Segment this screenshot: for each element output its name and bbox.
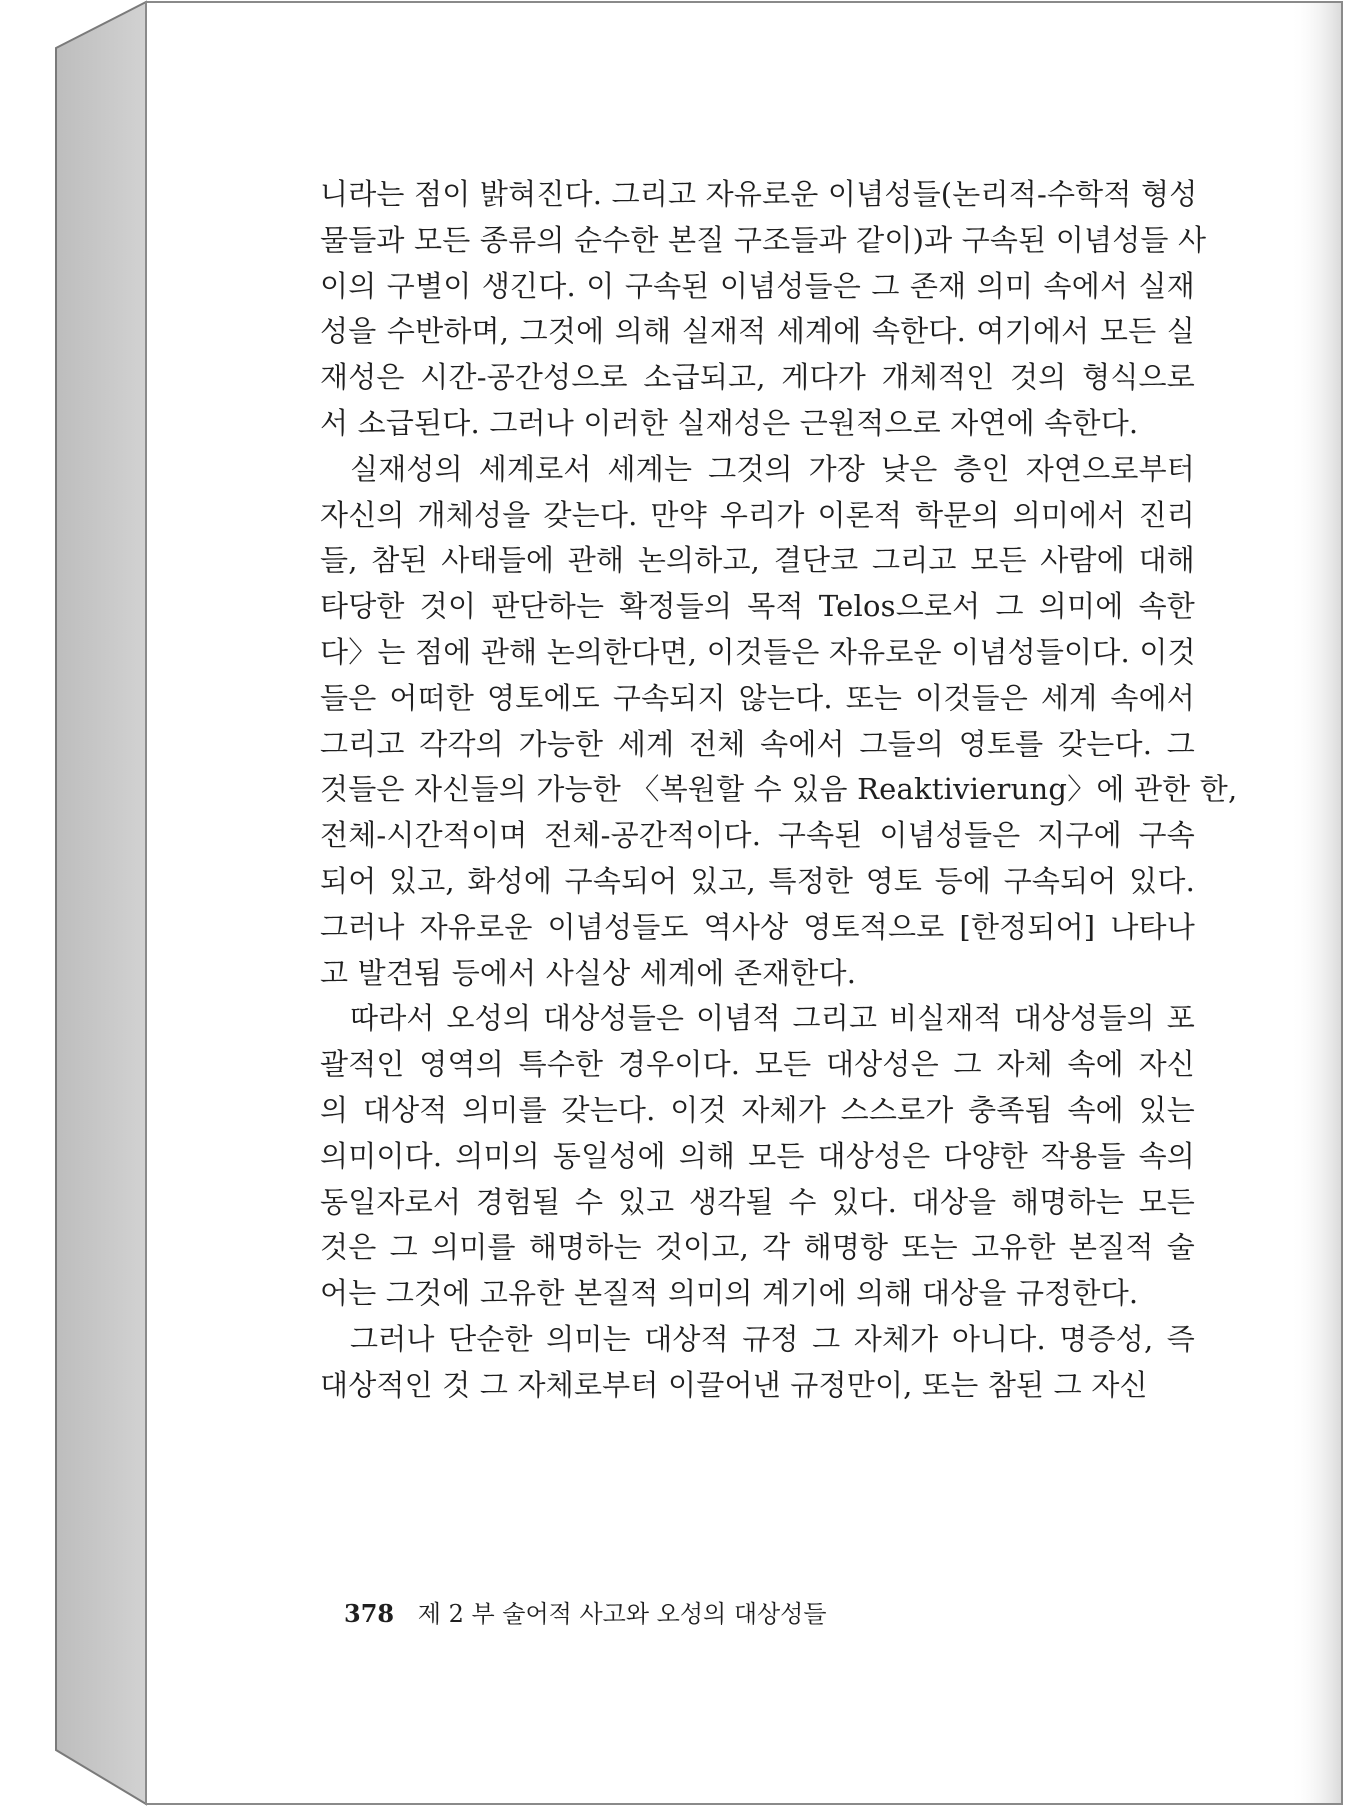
text-line: 실재성의 세계로서 세계는 그것의 가장 낮은 층인 자연으로부터 bbox=[350, 451, 1195, 486]
text-line: 어는 그것에 고유한 본질적 의미의 계기에 의해 대상을 규정한다. bbox=[320, 1276, 1139, 1311]
page-number: 378 bbox=[344, 1599, 395, 1628]
text-line: 들은 어떠한 영토에도 구속되지 않는다. 또는 이것들은 세계 속에서 bbox=[320, 680, 1195, 715]
text-line: 의 대상적 의미를 갖는다. 이것 자체가 스스로가 충족됨 속에 있는 bbox=[320, 1092, 1195, 1127]
body-text bbox=[320, 172, 1238, 1409]
text-line: 니라는 점이 밝혀진다. 그리고 자유로운 이념성들(논리적-수학적 형성 bbox=[320, 177, 1198, 211]
text-line: 타당한 것이 판단하는 확정들의 목적 Telos으로서 그 의미에 속한 bbox=[320, 589, 1195, 624]
paragraph bbox=[320, 172, 1207, 447]
text-line: 의미이다. 의미의 동일성에 의해 모든 대상성은 다양한 작용들 속의 bbox=[320, 1138, 1195, 1173]
text-line: 재성은 시간-공간성으로 소급되고, 게다가 개체적인 것의 형식으로 bbox=[320, 360, 1195, 395]
text-line: 동일자로서 경험될 수 있고 생각될 수 있다. 대상을 해명하는 모든 bbox=[320, 1184, 1195, 1219]
text-line: 따라서 오성의 대상성들은 이념적 그리고 비실재적 대상성들의 포 bbox=[350, 1001, 1195, 1036]
text-line: 그러나 단순한 의미는 대상적 규정 그 자체가 아니다. 명증성, 즉 bbox=[350, 1321, 1195, 1356]
paragraph bbox=[320, 1317, 1195, 1409]
paragraph bbox=[320, 447, 1238, 997]
page-shade bbox=[1290, 2, 1342, 1804]
text-line: 되어 있고, 화성에 구속되어 있고, 특정한 영토 등에 구속되어 있다. bbox=[320, 863, 1195, 898]
text-line: 것은 그 의미를 해명하는 것이고, 각 해명항 또는 고유한 본질적 술 bbox=[320, 1230, 1195, 1265]
paragraph bbox=[320, 996, 1195, 1317]
text-line: 서 소급된다. 그러나 이러한 실재성은 근원적으로 자연에 속한다. bbox=[320, 405, 1139, 440]
text-line: 고 발견됨 등에서 사실상 세계에 존재한다. bbox=[320, 955, 857, 990]
text-line: 물들과 모든 종류의 순수한 본질 구조들과 같이)과 구속된 이념성들 사 bbox=[320, 222, 1207, 257]
book-spine bbox=[56, 2, 146, 1804]
text-line: 성을 수반하며, 그것에 의해 실재적 세계에 속한다. 여기에서 모든 실 bbox=[320, 314, 1195, 349]
page-footer bbox=[344, 1594, 827, 1629]
text-line: 괄적인 영역의 특수한 경우이다. 모든 대상성은 그 자체 속에 자신 bbox=[320, 1047, 1195, 1082]
running-head: 제 2 부 술어적 사고와 오성의 대상성들 bbox=[417, 1600, 827, 1628]
text-line: 전체-시간적이며 전체-공간적이다. 구속된 이념성들은 지구에 구속 bbox=[320, 818, 1195, 853]
text-line: 들, 참된 사태들에 관해 논의하고, 결단코 그리고 모든 사람에 대해 bbox=[320, 543, 1195, 578]
text-line: 자신의 개체성을 갖는다. 만약 우리가 이론적 학문의 의미에서 진리 bbox=[320, 497, 1195, 532]
text-line: 그리고 각각의 가능한 세계 전체 속에서 그들의 영토를 갖는다. 그 bbox=[320, 726, 1195, 761]
text-line: 대상적인 것 그 자체로부터 이끌어낸 규정만이, 또는 참된 그 자신 bbox=[320, 1367, 1148, 1402]
text-line: 이의 구별이 생긴다. 이 구속된 이념성들은 그 존재 의미 속에서 실재 bbox=[320, 268, 1195, 303]
text-line: 다〉는 점에 관해 논의한다면, 이것들은 자유로운 이념성들이다. 이것 bbox=[320, 634, 1196, 669]
text-line: 그러나 자유로운 이념성들도 역사상 영토적으로 [한정되어] 나타나 bbox=[320, 909, 1195, 944]
text-line: 것들은 자신들의 가능한 〈복원할 수 있음 Reaktivierung〉에 관한 한, bbox=[320, 772, 1238, 807]
